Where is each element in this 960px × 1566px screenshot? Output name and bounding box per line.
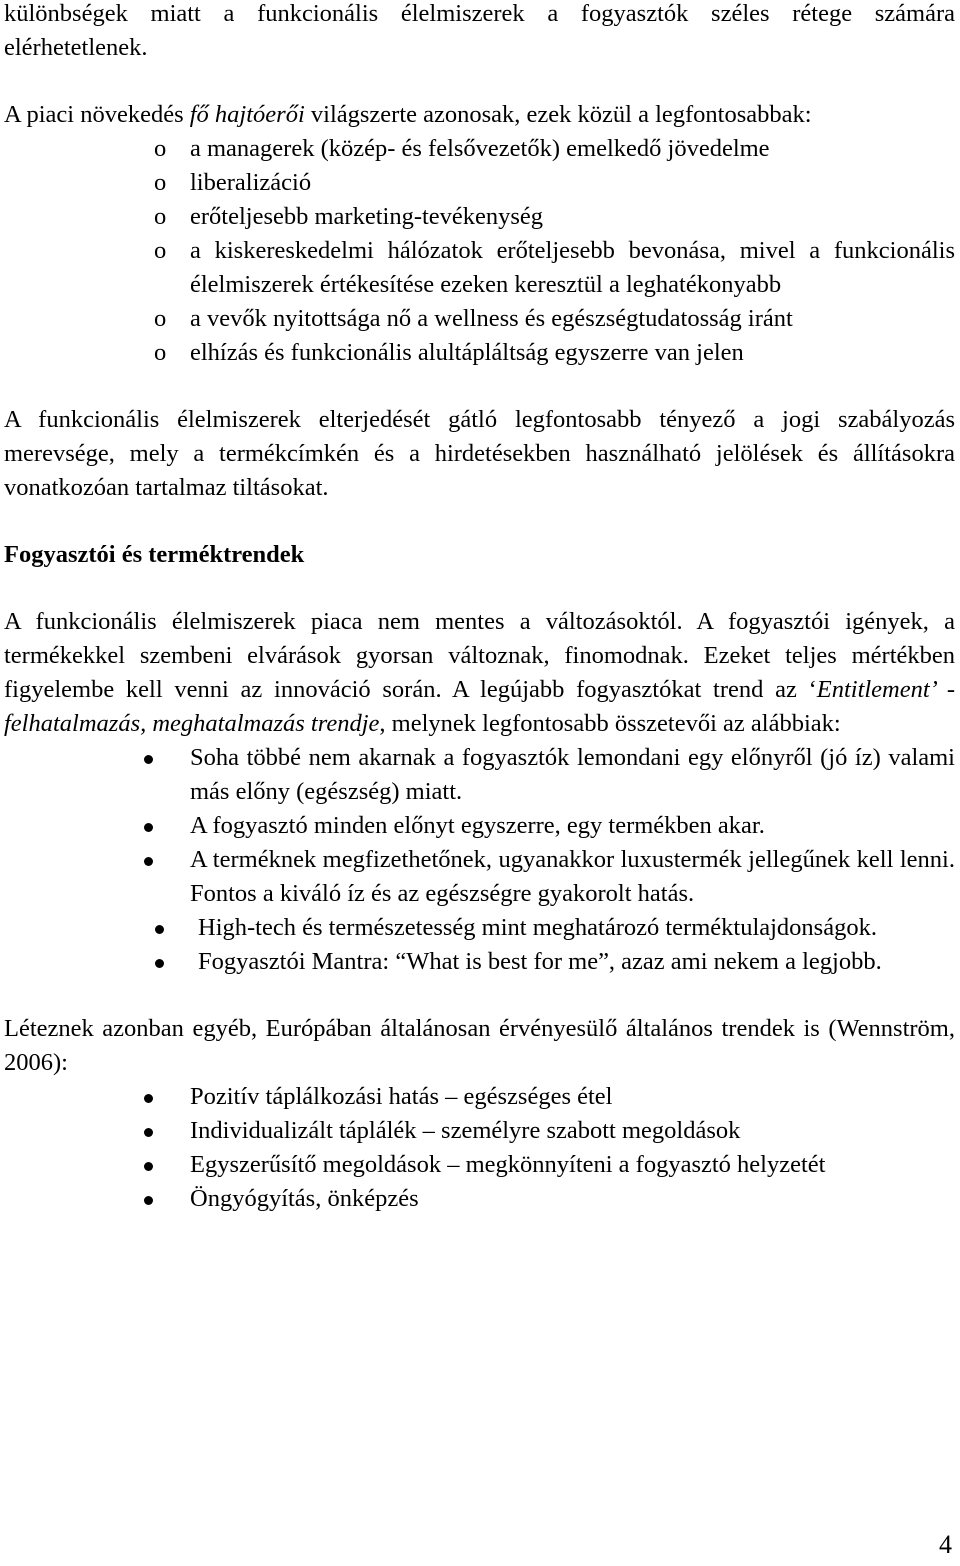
list-item xyxy=(4,1114,955,1148)
document-page xyxy=(4,0,955,1216)
list-marker: o xyxy=(154,339,167,366)
list-item-text: erőteljesebb marketing-tevékenység xyxy=(190,203,544,230)
entitlement-components-list xyxy=(4,741,955,979)
list-item-text: Fogyasztói Mantra: “What is best for me”, azaz ami nekem a legjobb. xyxy=(198,948,882,975)
list-item-text: High-tech és természetesség mint meghatározó terméktulajdonságok. xyxy=(198,914,877,941)
list-item-text: Öngyógyítás, önképzés xyxy=(190,1185,419,1212)
list-marker: o xyxy=(154,135,167,162)
list-item-text: liberalizáció xyxy=(190,169,312,196)
list-item xyxy=(4,741,955,809)
list-item xyxy=(4,809,955,843)
list-item xyxy=(4,234,955,302)
list-item xyxy=(4,302,955,336)
bullet-icon xyxy=(144,1196,153,1205)
list-item-text: Egyszerűsítő megoldások – megkönnyíteni a fogyasztó helyzetét xyxy=(190,1151,826,1178)
list-item xyxy=(4,200,955,234)
drivers-list xyxy=(4,132,955,370)
emphasis-entitlement: Entitlement’ -felhatalmazás, meghatalmazás trendje xyxy=(4,676,956,737)
list-item-text: A terméknek megfizethetőnek, ugyanakkor luxustermék jellegűnek kell lenni. Fontos a kiváló íz és az egészségre gyakorolt hatás. xyxy=(190,846,955,907)
list-item-text: Pozitív táplálkozási hatás – egészséges étel xyxy=(190,1083,613,1110)
list-item xyxy=(4,843,955,911)
list-item xyxy=(4,336,955,370)
list-item xyxy=(4,166,955,200)
emphasis-main-drivers: fő hajtóerői xyxy=(189,101,305,128)
list-item xyxy=(4,1148,955,1182)
list-item-text: a kiskereskedelmi hálózatok erőteljesebb bevonása, mivel a funkcionális élelmiszerek értékesítése ezeken keresztül a leghatékonyabb xyxy=(190,237,955,298)
list-item xyxy=(4,1080,955,1114)
list-item-text: A fogyasztó minden előnyt egyszerre, egy termékben akar. xyxy=(190,812,765,839)
list-item-text: Individualizált táplálék – személyre szabott megoldások xyxy=(190,1117,741,1144)
bullet-icon xyxy=(144,1128,153,1137)
european-trends-list xyxy=(4,1080,955,1216)
list-item-text: a vevők nyitottsága nő a wellness és egészségtudatosság iránt xyxy=(190,305,793,332)
text-run: világszerte azonosak, ezek közül a legfontosabbak: xyxy=(304,101,812,128)
list-marker: o xyxy=(154,203,167,230)
list-item xyxy=(4,1182,955,1216)
paragraph-continuation: különbségek miatt a funkcionális élelmiszerek a fogyasztók széles rétege számára elérhetetlenek. xyxy=(4,0,955,61)
bullet-icon xyxy=(144,755,153,764)
bullet-icon xyxy=(155,959,164,968)
paragraph-consumer-trends xyxy=(4,605,955,741)
list-item-text: elhízás és funkcionális alultápláltság egyszerre van jelen xyxy=(190,339,744,366)
section-heading: Fogyasztói és terméktrendek xyxy=(4,541,305,568)
bullet-icon xyxy=(155,925,164,934)
bullet-icon xyxy=(144,857,153,866)
text-run: , melynek legfontosabb összetevői az alábbiak: xyxy=(379,710,841,737)
list-item xyxy=(4,911,955,945)
list-item-text: a managerek (közép- és felsővezetők) emelkedő jövedelme xyxy=(190,135,770,162)
list-item-text: Soha többé nem akarnak a fogyasztók lemondani egy előnyről (jó íz) valami más előny (egészség) miatt. xyxy=(190,744,955,805)
bullet-icon xyxy=(144,823,153,832)
list-marker: o xyxy=(154,237,167,264)
paragraph-market-growth xyxy=(4,98,955,132)
list-marker: o xyxy=(154,169,167,196)
text-run: A funkcionális élelmiszerek piaca nem mentes a változásoktól. A fogyasztói igények, a termékekkel szembeni elvárások gyorsan változnak, finomodnak. Ezeket teljes mértékben figyelembe kell venni az innováció során. A legújabb fogyasztókat trend az ‘ xyxy=(4,608,955,703)
paragraph-regulation: A funkcionális élelmiszerek elterjedését gátló legfontosabb tényező a jogi szabályozás merevsége, mely a termékcímkén és a hirdetésekben használható jelölések és állításokra vonatkozóan tartalmaz tiltásokat. xyxy=(4,406,955,501)
text-run: A piaci növekedés xyxy=(4,101,190,128)
list-item xyxy=(4,132,955,166)
list-marker: o xyxy=(154,305,167,332)
list-item xyxy=(4,945,955,979)
bullet-icon xyxy=(144,1162,153,1171)
bullet-icon xyxy=(144,1094,153,1103)
paragraph-european-trends: Léteznek azonban egyéb, Európában általánosan érvényesülő általános trendek is (Wennström, 2006): xyxy=(4,1015,955,1076)
page-number: 4 xyxy=(939,1530,952,1559)
